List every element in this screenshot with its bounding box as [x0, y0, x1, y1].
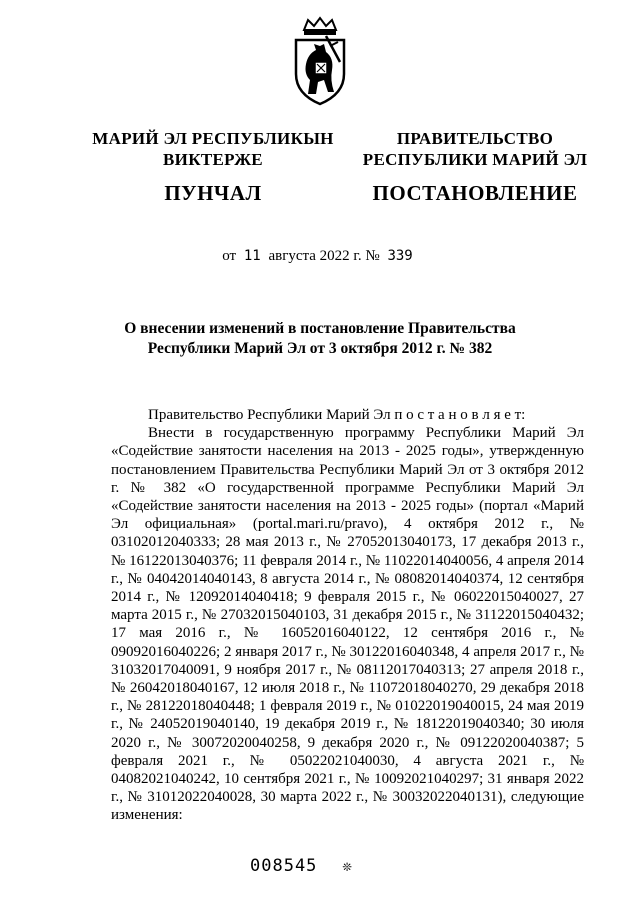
header-left-kind: ПУНЧАЛ	[164, 181, 262, 205]
document-subject: О внесении изменений в постановление Правительства Республики Марий Эл от 3 октября 2012 г. № 382	[124, 320, 516, 357]
header-right	[340, 128, 610, 206]
date-day: 11	[243, 248, 261, 264]
document-body	[111, 406, 584, 825]
serial-number-value: 008545	[250, 856, 318, 876]
date-prefix: от	[222, 248, 237, 264]
body-paragraph: Внести в государственную программу Республики Марий Эл «Содействие занятости населения на 2013 - 2025 годы», утвержденную постановлением Правительства Республики Марий Эл от 3 октября 2012 г. № 382 «О государственной программе Республики Марий Эл «Содействие занятости населения на 2013 - 2025 годы» (портал «Марий Эл официальная» (portal.mari.ru/pravo), 4 октября 2012 г., № 03102012040333; 28 мая 2013 г., № 27052013040173, 17 декабря 2013 г., № 16122013040376; 11 февраля 2014 г., № 11022014040056, 4 апреля 2014 г., № 04042014040143, 8 августа 2014 г., № 08082014040374, 12 сентября 2014 г., № 12092014040418; 9 февраля 2015 г., № 06022015040027, 27 марта 2015 г., № 27032015040103, 31 декабря 2015 г., № 31122015040432; 17 мая 2016 г., № 16052016040122, 12 сентября 2016 г., № 09092016040226; 2 января 2017 г., № 30122016040348, 4 апреля 2017 г., № 31032017040091, 9 ноября 2017 г., № 08112017040313; 27 апреля 2018 г., № 26042018040167, 12 июля 2018 г., № 11072018040270, 29 декабря 2018 г., № 28122018040448; 1 февраля 2019 г., № 01022019040015, 24 мая 2019 г., № 24052019040140, 19 декабря 2019 г., № 18122019040340; 30 июля 2020 г., № 30072020040258, 9 декабря 2020 г., № 09122020040387; 5 февраля 2021 г., № 05022021040030, 4 августа 2021 г., № 04082021040242, 10 сентября 2021 г., № 10092021040297; 31 января 2022 г., № 31012022040028, 30 марта 2022 г., № 30032022040131), следующие изменения:	[111, 425, 584, 824]
body-paragraph: Правительство Республики Марий Эл п о с т а н о в л я е т:	[148, 407, 526, 423]
header-right-org: ПРАВИТЕЛЬСТВО РЕСПУБЛИКИ МАРИЙ ЭЛ	[362, 129, 588, 169]
header-right-kind: ПОСТАНОВЛЕНИЕ	[372, 181, 578, 205]
coat-of-arms-icon	[290, 16, 350, 108]
document-number: 339	[387, 248, 413, 264]
header-left-org: МАРИЙ ЭЛ РЕСПУБЛИКЫН ВИКТЕРЖЕ	[92, 129, 334, 169]
date-month-year: августа 2022 г. №	[268, 248, 380, 264]
serial-number	[250, 856, 353, 876]
header-left	[78, 128, 348, 206]
serial-mark-icon: ❊	[342, 857, 353, 875]
document-date-line	[0, 248, 639, 265]
